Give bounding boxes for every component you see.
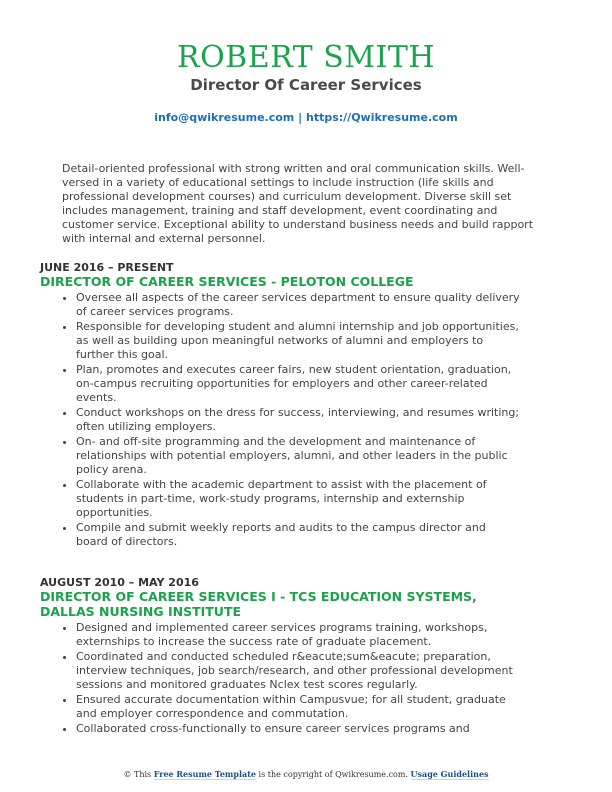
usage-guidelines-link[interactable]: Usage Guidelines <box>410 769 489 779</box>
contact-line <box>0 111 612 124</box>
candidate-name: ROBERT SMITH <box>176 40 436 75</box>
list-item: • Responsible for developing student and alumni internship and job opportunities, as well as building upon meaningful networks of alumni and employers to further this goal. <box>76 320 520 362</box>
email-link[interactable]: info@qwikresume.com <box>154 111 295 124</box>
candidate-title: Director Of Career Services <box>190 76 422 94</box>
list-item: • Ensured accurate documentation within Campusvue; for all student, graduate and employer correspondence and commutation. <box>76 693 520 721</box>
job-date: AUGUST 2010 – MAY 2016 <box>40 576 199 589</box>
website-link[interactable]: https://Qwikresume.com <box>305 111 458 124</box>
footer-text: is the copyright of Qwikresume.com. <box>258 770 408 779</box>
summary: Detail-oriented professional with strong written and oral communication skills. Well-versed in a variety of educational settings to include instruction (life skills and professional development courses) and curriculum development. Diverse skill set includes management, training and staff development, event coordinating and customer service. Exceptional ability to understand business needs and build rapport with internal and external personnel. <box>62 162 534 245</box>
list-item: • On- and off-site programming and the development and maintenance of relationships with potential employers, alumni, and other leaders in the public policy arena. <box>76 435 520 477</box>
list-item: • Plan, promotes and executes career fairs, new student orientation, graduation, on-campus recruiting opportunities for employers and other career-related events. <box>76 363 520 405</box>
list-item: • Coordinated and conducted scheduled r&eacute;sum&eacute; preparation, interview techniques, job search/research, and other professional development sessions and monitored graduates Nclex test scores regularly. <box>76 650 520 692</box>
job-bullets <box>40 291 570 549</box>
footer-text: © This <box>123 770 152 779</box>
free-resume-template-link[interactable]: Free Resume Template <box>153 769 256 779</box>
job-title: DIRECTOR OF CAREER SERVICES - PELOTON COLLEGE <box>40 274 414 289</box>
job-bullets <box>40 621 570 736</box>
list-item: • Collaborate with the academic department to assist with the placement of students in part-time, work-study programs, internship and externship opportunities. <box>76 478 520 520</box>
list-item: • Compile and submit weekly reports and audits to the campus director and board of directors. <box>76 521 520 549</box>
job-date: JUNE 2016 – PRESENT <box>40 261 174 274</box>
list-item: • Conduct workshops on the dress for success, interviewing, and resumes writing; often utilizing employers. <box>76 406 520 434</box>
separator: | <box>298 111 303 124</box>
list-item: • Collaborated cross-functionally to ensure career services programs and <box>76 722 520 736</box>
job-title: DIRECTOR OF CAREER SERVICES I - TCS EDUCATION SYSTEMS, DALLAS NURSING INSTITUTE <box>40 589 477 619</box>
list-item: • Designed and implemented career services programs training, workshops, externships to increase the success rate of graduate placement. <box>76 621 520 649</box>
job-1 <box>40 261 570 550</box>
list-item: • Oversee all aspects of the career services department to ensure quality delivery of career services programs. <box>76 291 520 319</box>
footer <box>0 769 612 779</box>
job-2 <box>40 576 570 737</box>
